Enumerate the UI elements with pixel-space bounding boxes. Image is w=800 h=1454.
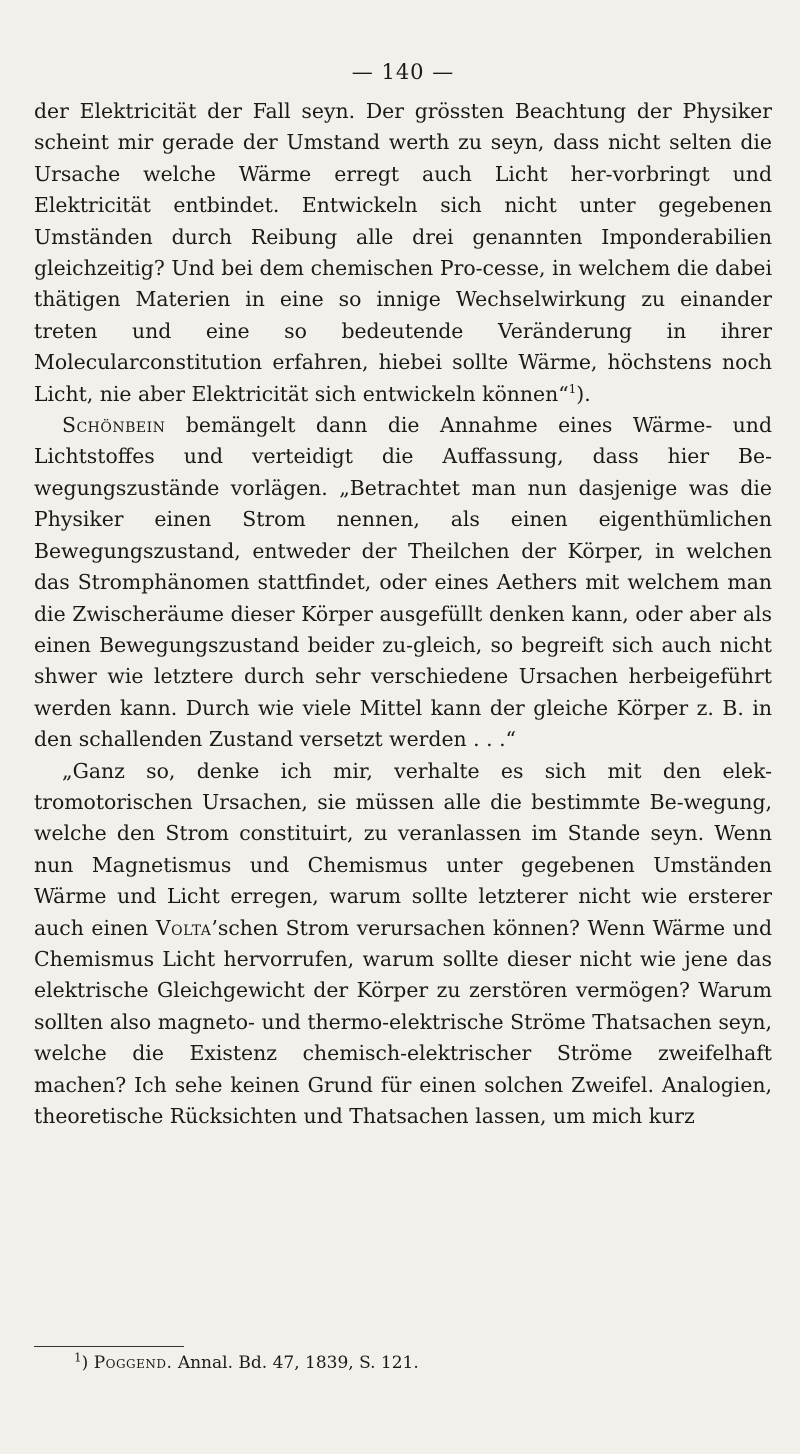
paragraph-3 — [34, 756, 772, 1133]
footnote-marker-close: ) — [81, 1353, 89, 1373]
body-text — [34, 96, 772, 1132]
paragraph-2-text: bemängelt dann die Annahme eines Wärme- und Lichtstoffes und verteidigt die Auffassung, dass hier Be-wegungszustände vorlägen. „Betrachtet man nun dasjenige was die Physiker einen Strom nennen, als einen eigenthümlichen Bewegungszustand, entweder der Theilchen der Körper, in welchen das Stromphänomen stattfindet, oder eines Aethers mit welchem man die Zwischeräume dieser Körper ausgefüllt denken kann, oder aber als einen Bewegungszustand beider zu-gleich, so begreift sich auch nicht shwer wie letztere durch sehr verschiedene Ursachen herbeigeführt werden kann. Durch wie viele Mittel kann der gleiche Körper z. B. in den schallenden Zustand versetzt werden . . .“ — [34, 413, 772, 752]
paragraph-1 — [34, 96, 772, 410]
author-name-volta: Volta — [155, 915, 212, 940]
paragraph-3-text-a: „Ganz so, denke ich mir, verhalte es sich mit den elek-tromotorischen Ursachen, sie müssen alle die bestimmte Be-wegung, welche den Strom constituirt, zu veranlassen im Stande seyn. Wenn nun Magnetismus und Chemismus unter gegebenen Umständen Wärme und Licht erregen, warum sollte letzterer nicht wie ersterer auch einen — [34, 758, 772, 940]
footnote-divider — [34, 1346, 184, 1347]
footnote-source-rest: Annal. Bd. 47, 1839, S. 121. — [172, 1353, 419, 1373]
paragraph-1-text: der Elektricität der Fall seyn. Der grössten Beachtung der Physiker scheint mir gerade der Umstand werth zu seyn, dass nicht selten die Ursache welche Wärme erregt auch Licht her-vorbringt und Elektricität entbindet. Entwickeln sich nicht unter gegebenen Umständen durch Reibung alle drei genannten Imponderabilien gleichzeitig? Und bei dem chemischen Pro-cesse, in welchem die dabei thätigen Materien in eine so innige Wechselwirkung zu einander treten und eine so bedeutende Veränderung in ihrer Molecularconstitution erfahren, hiebei sollte Wärme, höchstens noch Licht, nie aber Elektricität sich entwickeln können“ — [34, 99, 772, 406]
paragraph-1-end: ). — [576, 381, 591, 406]
footnote-reference: 1 — [568, 381, 577, 396]
footnote-marker: 1 — [74, 1350, 82, 1365]
footnote — [74, 1352, 419, 1374]
paragraph-3-text-b: ’schen Strom verursachen können? Wenn Wärme und Chemismus Licht hervorrufen, warum sollte dieser nicht wie jene das elektrische Gleichgewicht der Körper zu zerstören vermögen? Warum sollten also magneto- und thermo-elektrische Ströme Thatsachen seyn, welche die Existenz chemisch-elektrischer Ströme zweifelhaft machen? Ich sehe keinen Grund für einen solchen Zweifel. Analogien, theoretische Rücksichten und Thatsachen lassen, um mich kurz — [34, 915, 772, 1128]
page — [34, 60, 772, 1132]
page-number-header: — 140 — — [351, 60, 455, 84]
author-name-schoenbein: Schönbein — [62, 413, 166, 438]
footnote-source-author: Poggend. — [93, 1353, 173, 1373]
paragraph-2 — [34, 410, 772, 755]
